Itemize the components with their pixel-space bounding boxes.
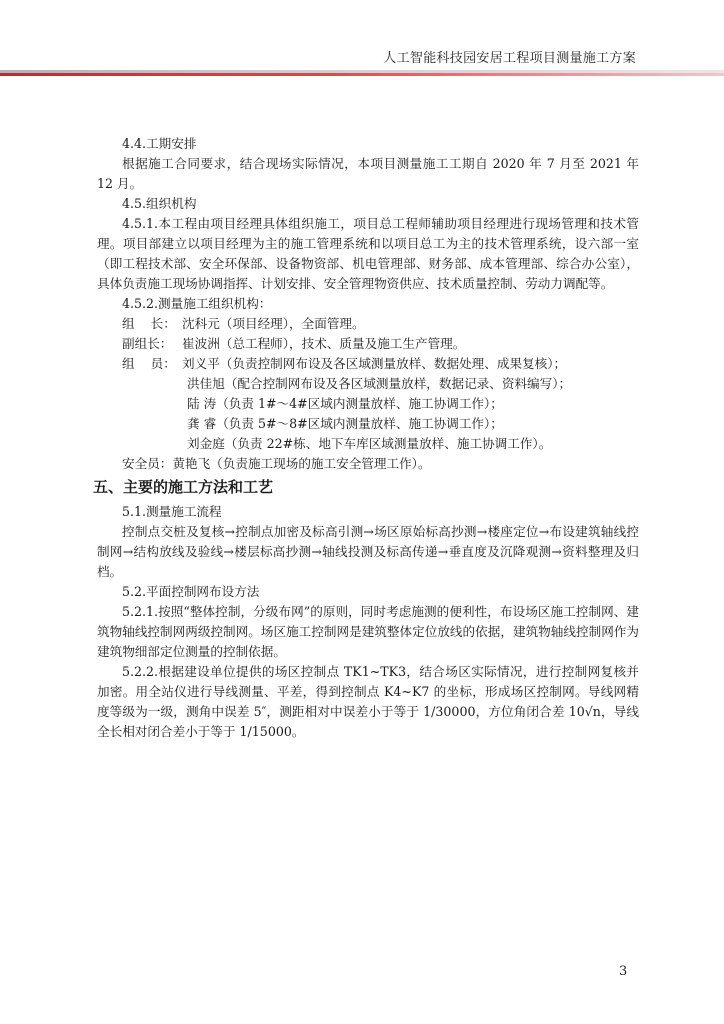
page-number: 3 xyxy=(619,964,628,979)
section-4-5-2-title: 4.5.2.测量施工组织机构： xyxy=(122,296,272,311)
member-item: 刘义平（负责控制网布设及各区域测量放样、数据处理、成果复核）； xyxy=(182,356,567,371)
section-5-heading: 五、主要的施工方法和工艺 xyxy=(93,478,274,496)
member-item: 洪佳旭（配合控制网布设及各区域测量放样，数据记录、资料编写）； xyxy=(187,376,572,391)
section-5-1-body: 控制点交桩及复核→控制点加密及标高引测→场区原始标高抄测→楼座定位→布设建筑轴线控制网→结构放线及验线→楼层标高抄测→轴线投测及标高传递→垂直度及沉降观测→资料整理及归档。 xyxy=(97,524,639,579)
document-body xyxy=(93,134,639,742)
section-4-5-1-body: 4.5.1.本工程由项目经理具体组织施工，项目总工程师辅助项目经理进行现场管理和技术管理。项目部建立以项目经理为主的施工管理系统和以项目总工为主的技术管理系统，设六部一室（即工程技术部、安全环保部、设备物资部、机电管理部、财务部、成本管理部、综合办公室），具体负责施工现场协调指挥、计划安排、安全管理物资供应、技术质量控制、劳动力调配等。 xyxy=(97,216,639,291)
role-label: 组 长： xyxy=(122,316,176,331)
role-value: 沈科元（项目经理），全面管理。 xyxy=(182,316,365,331)
section-4-5-title: 4.5.组织机构 xyxy=(122,196,197,211)
section-5-2-1-body: 5.2.1.按照“整体控制，分级布网”的原则，同时考虑施测的便利性，布设场区施工控制网、建筑物轴线控制网两级控制网。场区施工控制网是建筑整体定位放线的依据，建筑物轴线控制网作为建筑物细部定位测量的控制依据。 xyxy=(97,604,639,659)
section-4-4-body: 根据施工合同要求，结合现场实际情况，本项目测量施工工期自 2020 年 7 月至 2021 年 12 月。 xyxy=(97,156,639,191)
section-5-1-title: 5.1.测量施工流程 xyxy=(122,504,222,519)
role-value: 崔波洲（总工程师），技术、质量及施工生产管理。 xyxy=(182,336,466,351)
section-5-2-title: 5.2.平面控制网布设方法 xyxy=(122,584,260,599)
role-leader xyxy=(97,314,639,334)
role-label: 副组长： xyxy=(122,336,173,351)
role-members xyxy=(97,354,639,374)
section-4-4-title: 4.4.工期安排 xyxy=(122,136,197,151)
role-label: 组 员： xyxy=(122,356,176,371)
header-rule-red xyxy=(0,73,724,76)
section-5-2-2-body: 5.2.2.根据建设单位提供的场区控制点 TK1~TK3，结合场区实际情况，进行控制网复核并加密。用全站仪进行导线测量、平差，得到控制点 K4~K7 的坐标，形成场区控制网。导线网精度等级为一级，测角中误差 5″，测距相对中误差小于等于 1/30000，方位角闭合差 10√n，导线全长相对闭合差小于等于 1/15000。 xyxy=(97,664,639,739)
header-title: 人工智能科技园安居工程项目测量施工方案 xyxy=(383,51,636,66)
member-item: 陆 涛（负责 1#～4#区域内测量放样、施工协调工作）； xyxy=(187,396,503,411)
role-safety: 安全员：黄艳飞（负责施工现场的施工安全管理工作）。 xyxy=(122,456,431,471)
member-item: 龚 睿（负责 5#～8#区域内测量放样、施工协调工作）； xyxy=(187,416,503,431)
role-vice-leader xyxy=(97,334,639,354)
member-item: 刘金庭（负责 22#栋、地下车库区域测量放样、施工协调工作）。 xyxy=(187,436,552,451)
